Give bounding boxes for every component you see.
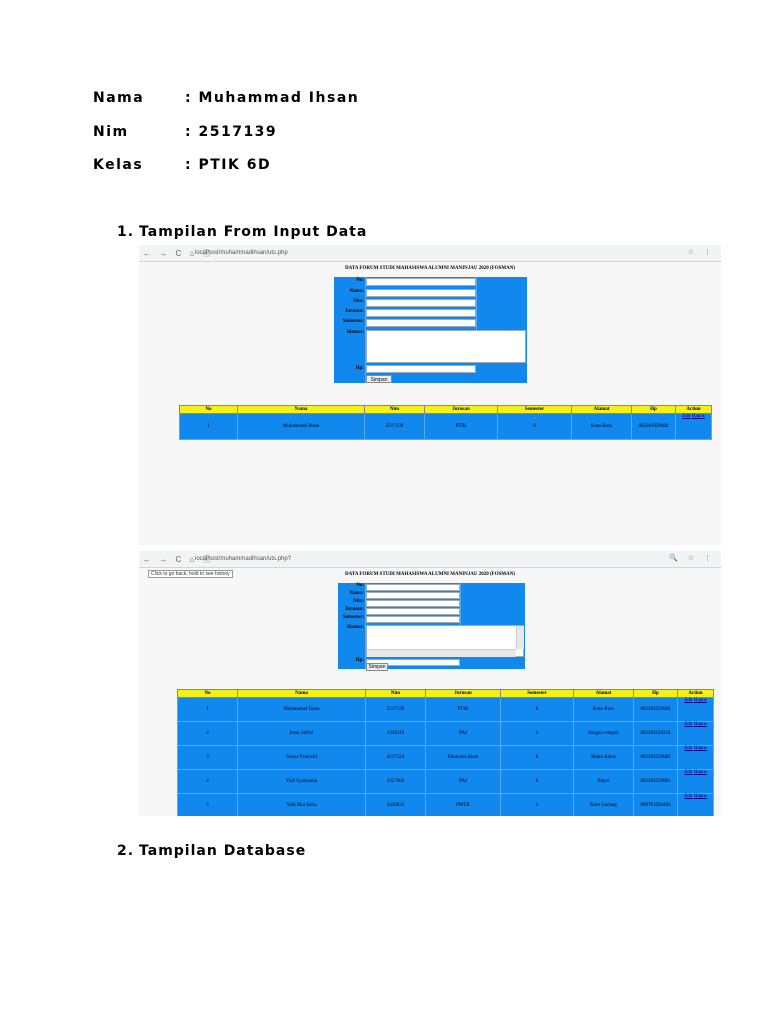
table-row	[178, 794, 714, 817]
cell-semester: 6	[501, 746, 574, 770]
col-action: Action	[676, 406, 712, 414]
cell-nim: 4217324	[366, 746, 426, 770]
screenshot-input-form	[139, 245, 721, 545]
hapus-link[interactable]: Hapus	[693, 746, 707, 751]
cell-alamat: Koto Baru	[574, 698, 634, 722]
nim-input[interactable]	[366, 600, 460, 607]
edit-link[interactable]: Edit	[684, 794, 693, 799]
cell-alamat: Bayur	[574, 770, 634, 794]
cell-nama: Yelli Eka Suria	[238, 794, 366, 817]
back-button-tooltip: Click to go back, hold to see history	[148, 570, 233, 578]
cell-hp: 082281929084	[632, 414, 676, 440]
cell-action	[678, 794, 714, 817]
table-header-row	[180, 406, 712, 414]
cell-hp: 089781929483	[634, 794, 678, 817]
col-alamat: Alamat	[572, 406, 632, 414]
simpan-button[interactable]: Simpan	[366, 663, 388, 671]
cell-jurusan: PMTK	[426, 794, 501, 817]
label-alamat: Alamat:	[346, 330, 364, 335]
page-title: DATA FORUM STUDI MAHASISWA ALUMNI MANINJAU 2020 (FOSMAN)	[345, 572, 515, 577]
browser-menu-icons[interactable]: ☆ ⋮	[687, 249, 715, 256]
label-nama: Nama:	[349, 591, 364, 596]
table-row	[180, 414, 712, 440]
hapus-link[interactable]: Hapus	[691, 414, 705, 419]
edit-link[interactable]: Edit	[684, 770, 693, 775]
col-nama: Nama	[238, 690, 366, 698]
cell-nama: Intan Safitri	[238, 722, 366, 746]
page-title: DATA FORUM STUDI MAHASISWA ALUMNI MANINJAU 2020 (FOSMAN)	[345, 266, 515, 271]
col-no: No	[180, 406, 238, 414]
col-jurusan: Jurusan	[426, 690, 501, 698]
cell-no: 3	[178, 746, 238, 770]
hapus-link[interactable]: Hapus	[693, 770, 707, 775]
col-hp: Hp	[632, 406, 676, 414]
col-jurusan: Jurusan	[425, 406, 498, 414]
cell-nim: 2320119	[366, 722, 426, 746]
cell-action	[678, 770, 714, 794]
col-nim: Nim	[366, 690, 426, 698]
alamat-textarea[interactable]	[366, 330, 526, 363]
cell-nama: Muhammad Ihsan	[238, 698, 366, 722]
label-semester: Semester:	[342, 319, 364, 324]
cell-nim: 2517139	[365, 414, 425, 440]
cell-action	[676, 414, 712, 440]
jurusan-input[interactable]	[366, 309, 476, 317]
hapus-link[interactable]: Hapus	[693, 698, 707, 703]
cell-hp: 082281929084	[634, 698, 678, 722]
section2-number: 2.	[117, 843, 135, 859]
jurusan-input[interactable]	[366, 608, 460, 615]
label-nama: Nama:	[349, 289, 364, 294]
input-form	[334, 277, 527, 383]
cell-alamat: Koto Gadang	[574, 794, 634, 817]
cell-alamat: Koto Baru	[572, 414, 632, 440]
nama-input[interactable]	[366, 289, 476, 297]
cell-action	[678, 722, 714, 746]
nim-label: Nim	[93, 124, 129, 140]
table-header-row	[178, 690, 714, 698]
cell-nama: Muhammad Ihsan	[238, 414, 365, 440]
table-row	[178, 746, 714, 770]
kelas-value: : PTIK 6D	[185, 157, 272, 173]
table-row	[178, 770, 714, 794]
hapus-link[interactable]: Hapus	[693, 722, 707, 727]
cell-jurusan: PAI	[426, 770, 501, 794]
semester-input[interactable]	[366, 319, 476, 327]
cell-nim: 2327004	[366, 770, 426, 794]
label-semester: Semester:	[342, 615, 364, 620]
cell-semester: 6	[501, 770, 574, 794]
cell-action	[678, 698, 714, 722]
table-row	[178, 722, 714, 746]
browser-nav-buttons[interactable]: ← → C ⌂ ⓘ	[143, 555, 214, 564]
cell-alamat: Sungai rumpuk	[574, 722, 634, 746]
nama-value: : Muhammad Ihsan	[185, 90, 360, 106]
nim-value: : 2517139	[185, 124, 278, 140]
label-alamat: Alamat:	[346, 625, 364, 630]
no-input[interactable]	[366, 584, 460, 591]
cell-jurusan: Ekonomi Islam	[426, 746, 501, 770]
hp-input[interactable]	[366, 365, 476, 373]
col-semester: Semester	[501, 690, 574, 698]
label-jurusan: Jurusan:	[344, 309, 364, 314]
edit-link[interactable]: Edit	[684, 722, 693, 727]
nim-input[interactable]	[366, 299, 476, 307]
kelas-label: Kelas	[93, 157, 144, 173]
col-alamat: Alamat	[574, 690, 634, 698]
data-table	[179, 405, 712, 440]
simpan-button[interactable]: Simpan	[366, 375, 392, 383]
edit-link[interactable]: Edit	[684, 698, 693, 703]
semester-input[interactable]	[366, 616, 460, 623]
cell-hp: 082281929224	[634, 722, 678, 746]
label-hp: Hp:	[355, 366, 364, 371]
cell-no: 2	[178, 722, 238, 746]
nama-input[interactable]	[366, 592, 460, 599]
cell-no: 5	[178, 794, 238, 817]
cell-semester: 4	[501, 794, 574, 817]
col-semester: Semester	[498, 406, 572, 414]
cell-no: 1	[178, 698, 238, 722]
cell-semester: 4	[501, 722, 574, 746]
table-row	[178, 698, 714, 722]
col-action: Action	[678, 690, 714, 698]
edit-link[interactable]: Edit	[682, 414, 691, 419]
label-no: No:	[356, 583, 364, 588]
section1-number: 1.	[117, 224, 135, 240]
cell-semester: 6	[498, 414, 572, 440]
data-table	[177, 689, 714, 816]
col-no: No	[178, 690, 238, 698]
cell-action	[678, 746, 714, 770]
address-bar[interactable]: localhost/muhammadihsan/uts.php	[195, 250, 288, 256]
col-nim: Nim	[365, 406, 425, 414]
cell-nama: Yudi Syamsulin	[238, 770, 366, 794]
label-nim: Nim:	[353, 599, 364, 604]
section1-title: Tampilan From Input Data	[139, 224, 368, 240]
label-nim: Nim:	[353, 299, 364, 304]
hapus-link[interactable]: Hapus	[693, 794, 707, 799]
cell-jurusan: PTIK	[426, 698, 501, 722]
screenshot-filled-table	[139, 551, 721, 816]
textarea-vertical-scrollbar[interactable]	[516, 626, 524, 649]
cell-alamat: Muko Ankis	[574, 746, 634, 770]
address-bar[interactable]: localhost/muhammadihsan/uts.php?	[195, 556, 292, 562]
browser-toolbar	[139, 245, 721, 262]
label-no: No:	[356, 278, 364, 283]
cell-no: 4	[178, 770, 238, 794]
nama-label: Nama	[93, 90, 145, 106]
browser-nav-buttons[interactable]: ← → C ⌂ ⓘ	[143, 249, 214, 258]
col-hp: Hp	[634, 690, 678, 698]
no-input[interactable]	[366, 278, 476, 286]
textarea-horizontal-scrollbar[interactable]	[367, 649, 516, 657]
section2-title: Tampilan Database	[139, 843, 307, 859]
input-form	[338, 583, 525, 669]
label-jurusan: Jurusan:	[344, 607, 364, 612]
cell-jurusan: PTIK	[425, 414, 498, 440]
cell-no: 1	[180, 414, 238, 440]
cell-nim: 2420032	[366, 794, 426, 817]
cell-nama: Sonya Pratiwid	[238, 746, 366, 770]
cell-hp: 082281929081	[634, 770, 678, 794]
browser-toolbar	[139, 551, 721, 568]
browser-menu-icons[interactable]: 🔍 ☆ ⋮	[669, 555, 715, 562]
col-nama: Nama	[238, 406, 365, 414]
cell-semester: 6	[501, 698, 574, 722]
cell-jurusan: PAI	[426, 722, 501, 746]
cell-nim: 2517139	[366, 698, 426, 722]
edit-link[interactable]: Edit	[684, 746, 693, 751]
cell-hp: 082281929082	[634, 746, 678, 770]
label-hp: Hp:	[355, 658, 364, 663]
